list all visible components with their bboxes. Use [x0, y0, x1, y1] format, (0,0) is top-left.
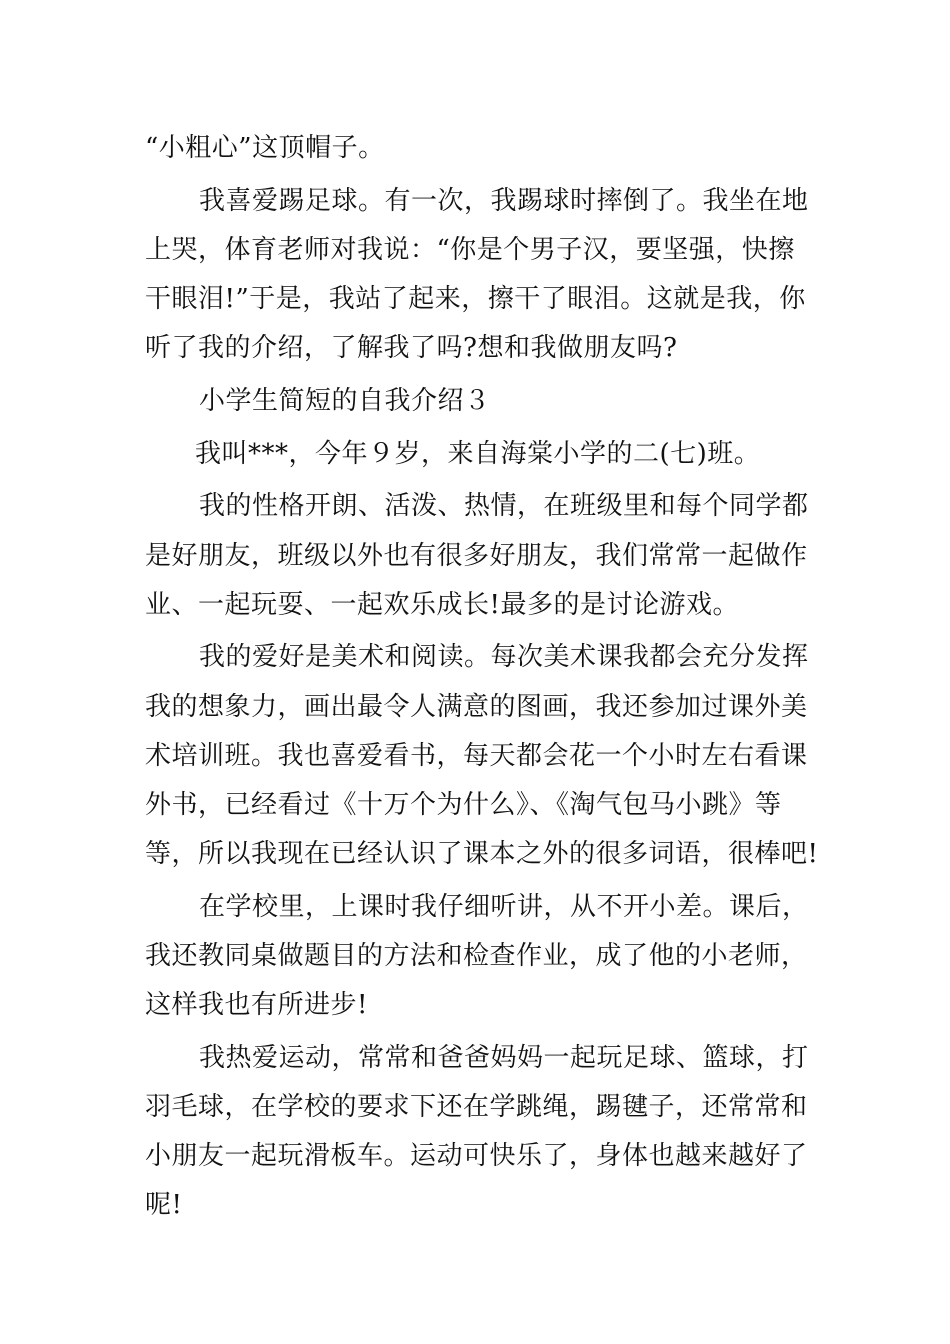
text-line: 小朋友一起玩滑板车。运动可快乐了，身体也越来越好了: [145, 1141, 808, 1172]
text-line: 业、一起玩耍、一起欢乐成长!最多的是讨论游戏。: [145, 589, 739, 620]
text-line: 我喜爱踢足球。有一次，我踢球时摔倒了。我坐在地: [199, 185, 809, 216]
paragraph: [145, 633, 819, 879]
text-line: 听了我的介绍，了解我了吗?想和我做朋友吗?: [145, 333, 678, 364]
text-line: 我的性格开朗、活泼、热情，在班级里和每个同学都: [199, 491, 809, 522]
text-line: 呢!: [145, 1190, 183, 1221]
paragraph: [145, 124, 807, 173]
paragraph: [145, 482, 807, 630]
text-line: 我的想象力，画出最令人满意的图画，我还参加过课外美: [145, 691, 808, 722]
text-line: 羽毛球，在学校的要求下还在学跳绳，踢毽子，还常常和: [145, 1092, 808, 1123]
section-heading: [145, 377, 807, 426]
heading-line: 小学生简短的自我介绍３: [199, 385, 491, 416]
paragraph: [145, 177, 807, 374]
text-line: 是好朋友，班级以外也有很多好朋友，我们常常一起做作: [145, 540, 808, 571]
paragraph: [145, 883, 807, 1031]
text-line: 我的爱好是美术和阅读。每次美术课我都会充分发挥: [199, 642, 809, 673]
text-line: 等，所以我现在已经认识了课本之外的很多词语，很棒吧!: [145, 839, 819, 870]
text-line: 上哭，体育老师对我说：“你是个男子汉，要坚强，快擦: [145, 234, 795, 265]
text-line: 在学校里，上课时我仔细听讲，从不开小差。课后，: [199, 891, 809, 922]
paragraph: [145, 430, 807, 479]
text-line: 这样我也有所进步!: [145, 990, 368, 1021]
text-line: 我热爱运动，常常和爸爸妈妈一起玩足球、篮球，打: [199, 1042, 809, 1073]
text-line: 外书，已经看过《十万个为什么》、《淘气包马小跳》等: [145, 789, 782, 820]
paragraph: [145, 1034, 807, 1231]
text-line: “小粗心”这顶帽子。: [145, 133, 385, 163]
text-line: 我还教同桌做题目的方法和检查作业，成了他的小老师，: [145, 941, 808, 971]
text-line: 我叫***，今年９岁，来自海棠小学的二(七)班。: [195, 438, 761, 469]
text-line: 术培训班。我也喜爱看书，每天都会花一个小时左右看课: [145, 740, 808, 771]
text-line: 干眼泪!”于是，我站了起来，擦干了眼泪。这就是我，你: [145, 284, 806, 315]
body-text: [145, 124, 819, 1231]
